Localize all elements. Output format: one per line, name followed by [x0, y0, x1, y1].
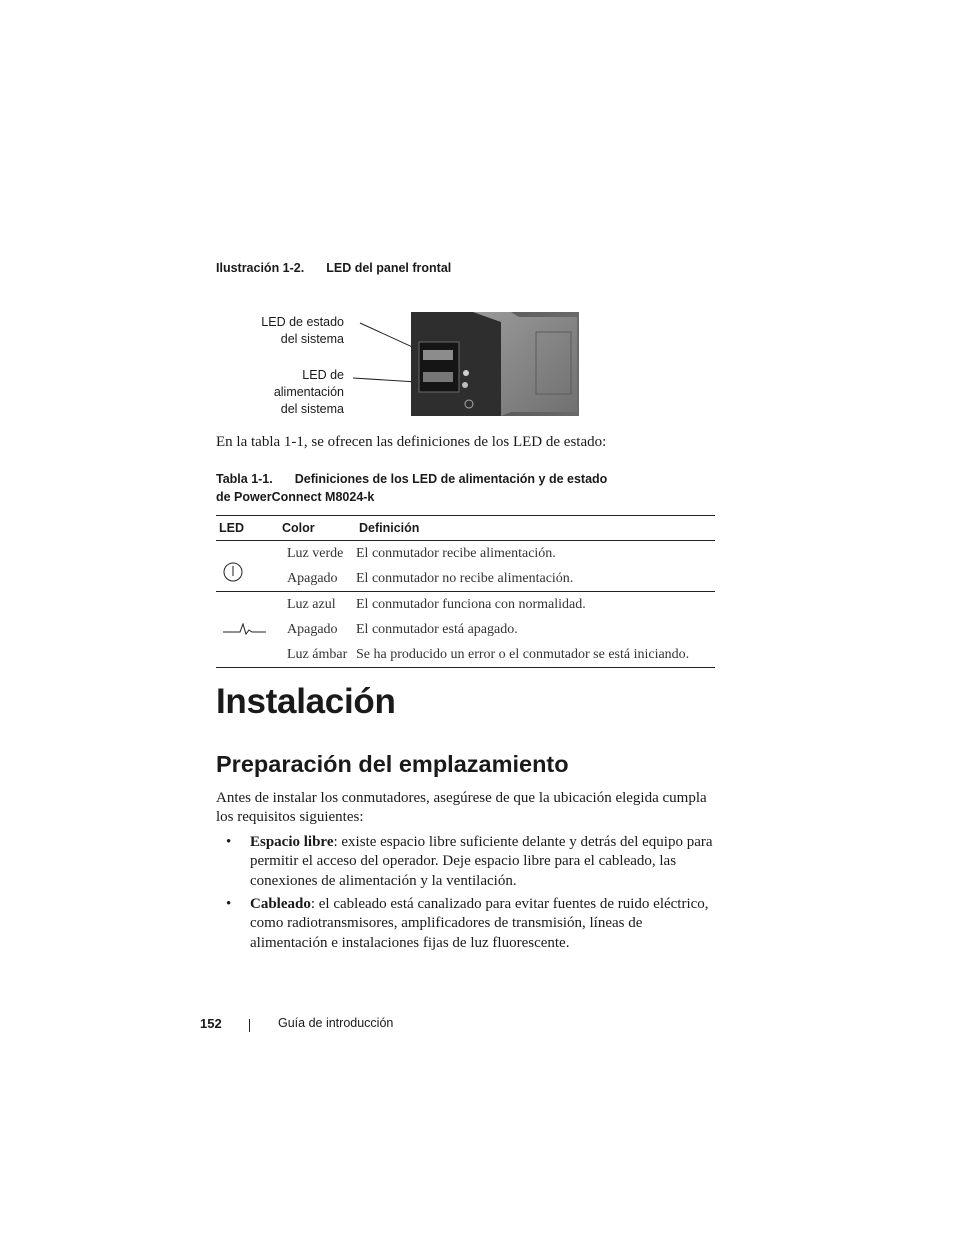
heartbeat-icon — [222, 621, 268, 637]
led-icon-cell — [216, 541, 279, 592]
led-definitions-table — [216, 515, 715, 668]
bullet-term: Espacio libre — [250, 834, 334, 850]
table-row — [216, 592, 715, 618]
table-row — [216, 541, 715, 567]
subsection-heading: Preparación del emplazamiento — [216, 751, 569, 777]
callout-status-line1: LED de estado — [261, 315, 344, 329]
color-cell: Apagado — [287, 570, 338, 586]
bullet-text: : existe espacio libre suficiente delante y detrás del equipo para permitir el acceso del operador. Deje espacio libre para el cableado, las conexiones de alimentación y la ventilación. — [250, 834, 713, 889]
power-icon — [222, 561, 244, 583]
callout-status-led — [204, 314, 344, 348]
front-panel-photo — [411, 312, 579, 416]
bullet-dot: • — [226, 834, 232, 850]
callout-power-led — [204, 367, 344, 418]
intro-text: En la tabla 1-1, se ofrecen las definiciones de los LED de estado: — [216, 434, 607, 450]
color-cell: Luz azul — [287, 596, 336, 612]
table-title-line1: Definiciones de los LED de alimentación y de estado — [294, 472, 608, 486]
table-header-row — [216, 516, 715, 541]
definition-cell: El conmutador funciona con normalidad. — [356, 596, 586, 612]
list-item — [226, 833, 716, 891]
color-cell: Luz ámbar — [287, 646, 348, 662]
table-row — [216, 566, 715, 592]
footer-divider — [249, 1019, 250, 1032]
definition-cell: El conmutador no recibe alimentación. — [356, 570, 574, 586]
figure-title: LED del panel frontal — [326, 261, 452, 275]
bullet-dot: • — [226, 896, 232, 912]
footer-title: Guía de introducción — [278, 1016, 394, 1030]
header-color: Color — [282, 521, 315, 535]
definition-cell: El conmutador está apagado. — [356, 621, 518, 637]
section-heading: Instalación — [216, 682, 396, 721]
definition-cell: El conmutador recibe alimentación. — [356, 545, 556, 561]
header-led: LED — [219, 521, 244, 535]
list-item — [226, 895, 716, 953]
color-cell: Luz verde — [287, 545, 344, 561]
figure-caption — [216, 261, 451, 275]
bullet-text: : el cableado está canalizado para evitar fuentes de ruido eléctrico, como radiotransmisores, amplificadores de transmisión, líneas de alimentación e instalaciones fijas de luz fluorescente. — [250, 896, 709, 951]
header-definition: Definición — [359, 521, 420, 535]
led-icon-cell — [216, 592, 279, 668]
power-led-group — [216, 541, 715, 592]
table-number: Tabla 1-1. — [216, 472, 273, 486]
figure-number: Ilustración 1-2. — [216, 261, 305, 275]
bullet-term: Cableado — [250, 896, 311, 912]
callout-power-line1: LED de — [302, 368, 344, 382]
callout-power-line3: del sistema — [280, 402, 344, 416]
status-led-group — [216, 592, 715, 668]
page-number: 152 — [200, 1016, 222, 1031]
table-row — [216, 642, 715, 668]
table-caption — [216, 471, 607, 506]
callout-status-line2: del sistema — [280, 332, 344, 346]
table-title-line2: de PowerConnect M8024-k — [216, 489, 375, 504]
definition-cell: Se ha producido un error o el conmutador se está iniciando. — [356, 646, 690, 662]
table-row — [216, 617, 715, 642]
system-status-led — [463, 370, 469, 376]
system-power-led — [462, 382, 468, 388]
body-paragraph: Antes de instalar los conmutadores, asegúrese de que la ubicación elegida cumpla los requisitos siguientes: — [216, 790, 707, 825]
color-cell: Apagado — [287, 621, 338, 637]
callout-power-line2: alimentación — [273, 385, 344, 399]
